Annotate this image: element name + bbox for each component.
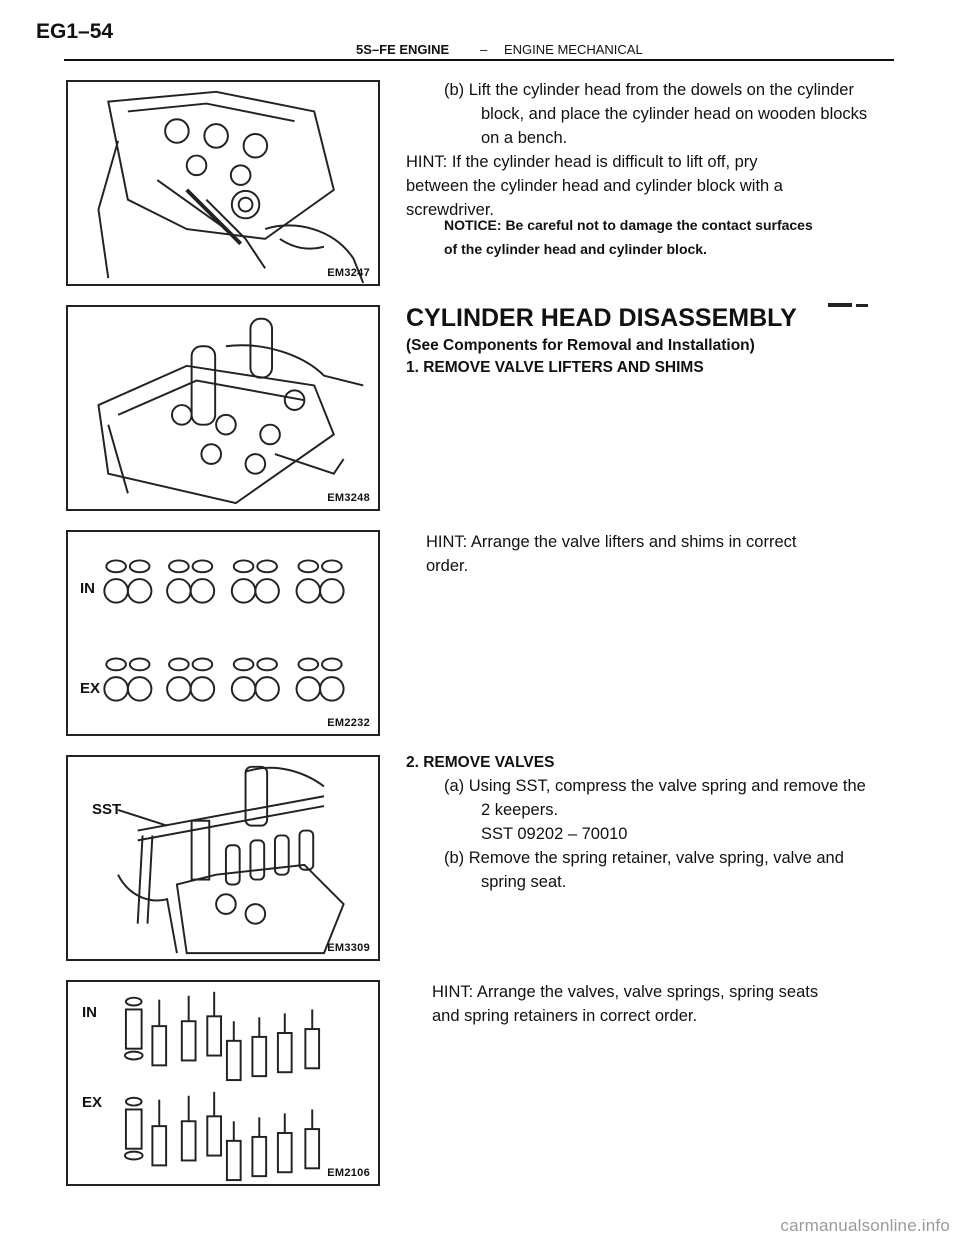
figure-valve-spring-compress bbox=[66, 755, 380, 961]
step-2-heading: 2. REMOVE VALVES bbox=[406, 754, 555, 771]
figure-code: EM2232 bbox=[327, 717, 370, 729]
label-in: IN bbox=[82, 1004, 97, 1021]
hint-valves-line2: and spring retainers in correct order. bbox=[432, 1007, 698, 1025]
notice-line2: of the cylinder head and cylinder block. bbox=[444, 241, 707, 257]
cylinder-head-illustration bbox=[68, 82, 378, 284]
notice-line1: NOTICE: Be careful not to damage the contact surfaces bbox=[444, 217, 813, 233]
lifter-removal-illustration bbox=[68, 307, 378, 509]
step-b-lift-line1: (b) Lift the cylinder head from the dowels on the cylinder bbox=[444, 81, 854, 99]
hint-lifters-line2: order. bbox=[426, 557, 469, 575]
label-ex: EX bbox=[82, 1094, 103, 1111]
lifters-shims-illustration bbox=[68, 532, 378, 734]
step-a-sst: SST 09202 – 70010 bbox=[481, 825, 628, 843]
label-ex: EX bbox=[80, 680, 101, 697]
label-sst: SST bbox=[92, 801, 122, 818]
watermark-text: carmanualsonline.info bbox=[780, 1216, 950, 1235]
page-number: EG1–54 bbox=[36, 20, 114, 43]
header-rule bbox=[64, 59, 894, 61]
figure-code: EM3309 bbox=[327, 942, 370, 954]
figure-valves-order bbox=[66, 980, 380, 1186]
header-chapter: ENGINE MECHANICAL bbox=[504, 42, 643, 57]
figure-cylinder-head-lift bbox=[66, 80, 380, 286]
hint-pry-line1: HINT: If the cylinder head is difficult to lift off, pry bbox=[406, 153, 758, 171]
step-1-heading: 1. REMOVE VALVE LIFTERS AND SHIMS bbox=[406, 359, 704, 376]
figure-code: EM3247 bbox=[327, 267, 370, 279]
hint-valves-line1: HINT: Arrange the valves, valve springs, spring seats bbox=[432, 983, 819, 1001]
label-in: IN bbox=[80, 580, 95, 597]
figure-valve-lifter-removal bbox=[66, 305, 380, 511]
hint-lifters-line1: HINT: Arrange the valve lifters and shims in correct bbox=[426, 533, 797, 551]
hint-pry-line2: between the cylinder head and cylinder block with a bbox=[406, 177, 783, 195]
header-dash: – bbox=[480, 42, 488, 57]
step-b-lift-line3: on a bench. bbox=[481, 129, 568, 147]
step-b-lift-line2: block, and place the cylinder head on wooden blocks bbox=[481, 105, 868, 123]
figure-lifters-shims-order bbox=[66, 530, 380, 736]
step-a-line2: 2 keepers. bbox=[481, 801, 559, 819]
figure-code: EM2106 bbox=[327, 1167, 370, 1179]
step-b-remove-line2: spring seat. bbox=[481, 873, 567, 891]
header-section: 5S–FE ENGINE bbox=[356, 42, 450, 57]
hint-pry-line3: screwdriver. bbox=[406, 201, 495, 219]
spring-compressor-illustration bbox=[68, 757, 378, 959]
reference-tag-mark bbox=[828, 302, 868, 308]
step-b-remove-line1: (b) Remove the spring retainer, valve spring, valve and bbox=[444, 849, 844, 867]
figure-code: EM3248 bbox=[327, 492, 370, 504]
section-title: CYLINDER HEAD DISASSEMBLY bbox=[406, 304, 797, 332]
valves-order-illustration bbox=[68, 982, 378, 1184]
step-a-line1: (a) Using SST, compress the valve spring and remove the bbox=[444, 777, 866, 795]
section-subtitle: (See Components for Removal and Installation) bbox=[406, 337, 755, 354]
